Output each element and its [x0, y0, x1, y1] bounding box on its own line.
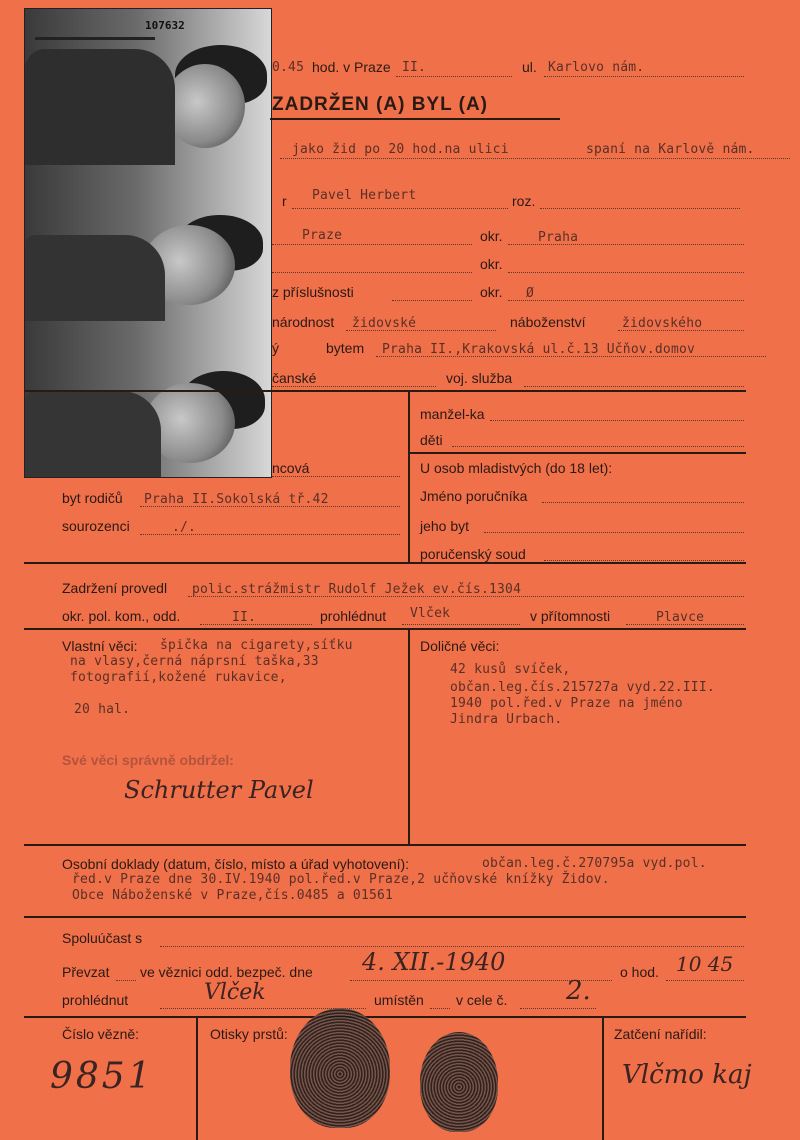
umisten-label: umístěn: [374, 992, 424, 1008]
o-hod-label: o hod.: [620, 964, 659, 980]
arrest-reason: jako žid po 20 hod.na ulici: [292, 142, 509, 157]
narodnost-label: národnost: [272, 314, 335, 330]
dolicne-4: Jindra Urbach.: [450, 712, 563, 727]
obcanstvi-fragment: čanské: [272, 370, 317, 386]
received-stamp: Své věci správně obdržel:: [62, 752, 234, 768]
veznice-label: ve věznici odd. bezpeč. dne: [140, 964, 313, 980]
cislo-vezne-label: Číslo vězně:: [62, 1026, 140, 1042]
okr-1: Praha: [538, 230, 579, 245]
deti-label: děti: [420, 432, 443, 448]
nabozenstvi-label: náboženství: [510, 314, 586, 330]
mugshot-front: [25, 165, 271, 321]
mladistvi-label: U osob mladistvých (do 18 let):: [420, 460, 613, 476]
provedl: polic.strážmistr Rudolf Ježek ev.čís.1304: [192, 582, 522, 597]
okr-label-2: okr.: [480, 256, 503, 272]
cislo-vezne: 9851: [50, 1056, 154, 1097]
mugshot-hat: [25, 321, 271, 477]
birth-place: Praze: [302, 228, 343, 243]
prevzat-hour: 10 45: [676, 952, 734, 976]
doklady-label: Osobní doklady (datum, číslo, místo a úřad vyhotovení):: [62, 856, 410, 872]
fingerprint-1: [290, 1008, 390, 1128]
prohlednut-label: prohlédnut: [320, 608, 387, 624]
okrpol: II.: [232, 610, 257, 625]
vlastni-veci-4: 20 hal.: [74, 702, 131, 717]
owner-signature: Schrutter Pavel: [124, 776, 314, 804]
dolicne-2: občan.leg.čís.215727a vyd.22.III.: [450, 680, 715, 695]
matka-fragment: ncová: [272, 460, 310, 476]
zatceni-signature: Vlčmo kaj: [622, 1060, 752, 1090]
vlastni-veci-1: špička na cigarety,síťku: [160, 638, 353, 653]
okr-3: Ø: [526, 286, 535, 301]
arrest-district: II.: [402, 60, 427, 75]
narodnost: židovské: [352, 316, 417, 331]
prevzat-label: Převzat: [62, 964, 110, 980]
bytem: Praha II.,Krakovská ul.č.13 Učňov.domov: [382, 342, 696, 357]
prevzat-date: 4. XII.-1940: [362, 948, 506, 976]
arrest-street: Karlovo nám.: [548, 60, 645, 75]
mugshot-profile: [25, 9, 271, 165]
street-label: ul.: [522, 59, 537, 75]
dolicne-3: 1940 pol.řed.v Praze na jméno: [450, 696, 683, 711]
prohlednut-footer-label: prohlédnut: [62, 992, 129, 1008]
pritomnosti: Plavce: [656, 610, 705, 625]
person-name: Pavel Herbert: [312, 188, 417, 203]
manzel-label: manžel-ka: [420, 406, 485, 422]
dolicne-1: 42 kusů svíček,: [450, 662, 571, 677]
sourozenci-label: sourozenci: [62, 518, 130, 534]
arrest-time: 0.45: [272, 60, 305, 75]
otisky-label: Otisky prstů:: [210, 1026, 288, 1042]
spoluucast-label: Spoluúčast s: [62, 930, 143, 946]
hod-praha-label: hod. v Praze: [312, 59, 391, 75]
mugshot-photo: [24, 8, 272, 478]
okr-label-3: okr.: [480, 284, 503, 300]
doklady-2: řed.v Praze dne 30.IV.1940 pol.řed.v Praze,2 učňovské knížky Židov.: [72, 872, 610, 887]
fingerprint-2: [420, 1032, 498, 1132]
name-prefix: r: [282, 193, 287, 209]
vlastni-veci-label: Vlastní věci:: [62, 638, 138, 654]
roz-label: roz.: [512, 193, 536, 209]
form-title: ZADRŽEN (A) BYL (A): [272, 94, 489, 115]
sourozenci: ./.: [172, 520, 197, 535]
rodice-label: byt rodičů: [62, 490, 123, 506]
cela-number: 2.: [566, 976, 591, 1006]
prislusnost-label: z příslušnosti: [272, 284, 354, 300]
cela-label: v cele č.: [456, 992, 508, 1008]
voj-sluzba-label: voj. služba: [446, 370, 513, 386]
stav-fragment: ý: [272, 340, 279, 356]
provedl-label: Zadržení provedl: [62, 580, 168, 596]
bytem-label: bytem: [326, 340, 365, 356]
okrpol-label: okr. pol. kom., odd.: [62, 608, 181, 624]
dolicne-veci-label: Doličné věci:: [420, 638, 500, 654]
rodice-byt: Praha II.Sokolská tř.42: [144, 492, 329, 507]
nabozenstvi: židovského: [622, 316, 703, 331]
doklady-1: občan.leg.č.270795a vyd.pol.: [482, 856, 707, 871]
prohlednut: Vlček: [410, 606, 451, 621]
mugshot-tag: 107632: [145, 19, 185, 32]
porucnik-label: Jméno poručníka: [420, 488, 528, 504]
doklady-3: Obce Náboženské v Praze,čís.0485 a 01561: [72, 888, 394, 903]
arrest-reason-2: spaní na Karlově nám.: [586, 142, 755, 157]
pritomnosti-label: v přítomnosti: [530, 608, 611, 624]
porucensky-soud-label: poručenský soud: [420, 546, 526, 562]
porucnik-byt-label: jeho byt: [420, 518, 470, 534]
vlastni-veci-2: na vlasy,černá náprsní taška,33: [70, 654, 319, 669]
okr-label-1: okr.: [480, 228, 503, 244]
vlastni-veci-3: fotografií,kožené rukavice,: [70, 670, 287, 685]
prohlednut-signature: Vlček: [204, 980, 266, 1005]
zatceni-label: Zatčení nařídil:: [614, 1026, 707, 1042]
